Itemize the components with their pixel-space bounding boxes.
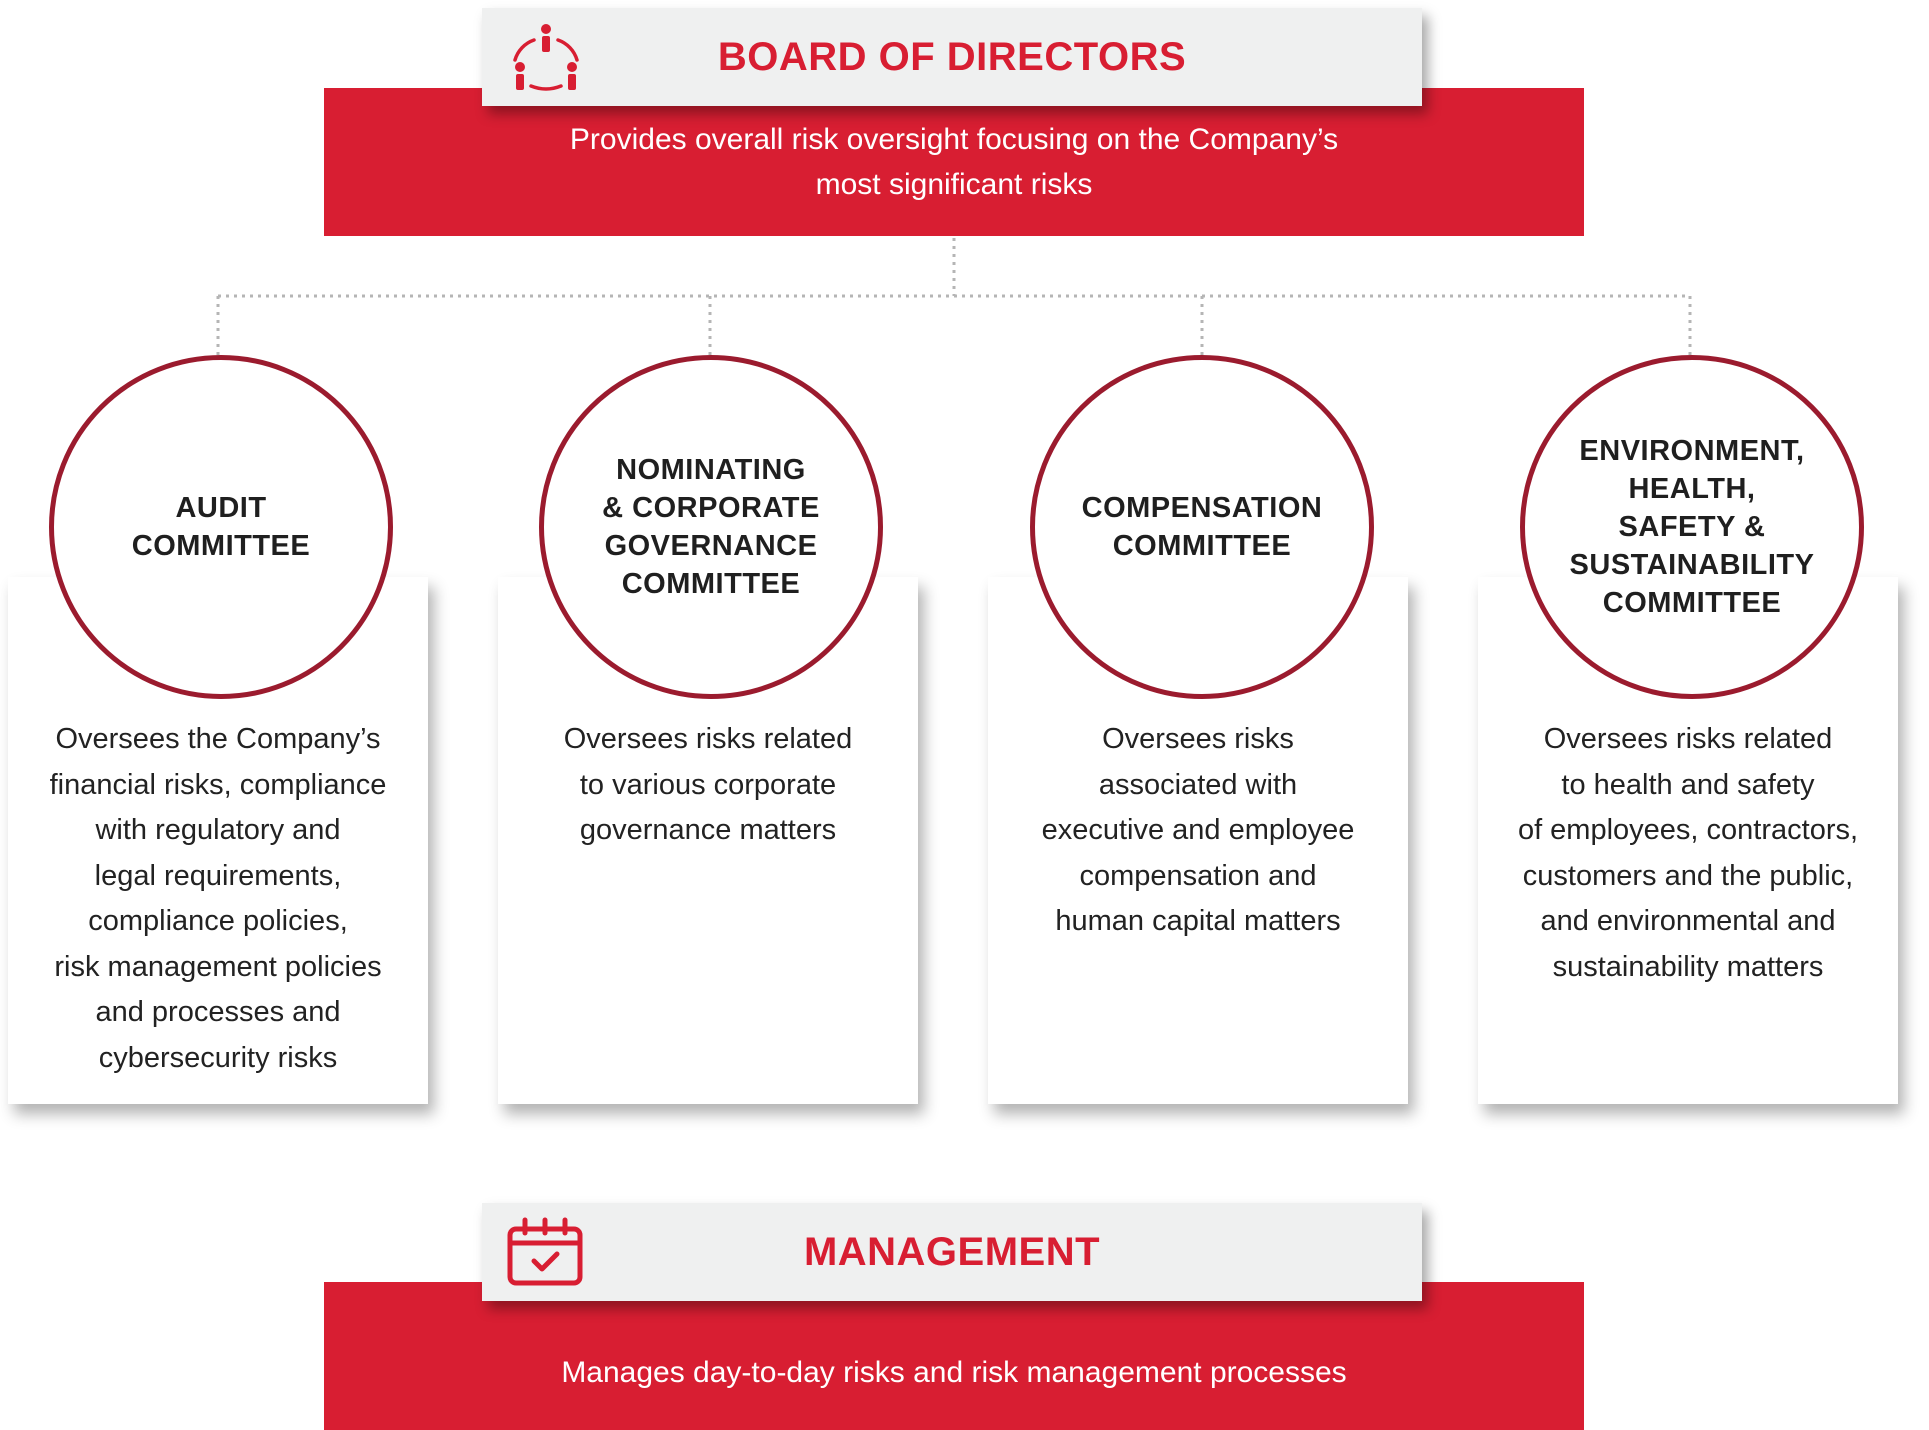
board-description-line-2: most significant risks — [815, 168, 1093, 201]
org-connectors — [0, 0, 1929, 380]
management-description: Manages day-to-day risks and risk management processes — [561, 1356, 1347, 1389]
ehss-committee-title: ENVIRONMENT, HEALTH, SAFETY & SUSTAINABILITY COMMITTEE — [1569, 435, 1815, 619]
ehss-committee-circle — [1520, 355, 1864, 699]
board-title: BOARD OF DIRECTORS — [717, 35, 1187, 79]
ehss-committee-description: Oversees risks related to health and safety of employees, contractors, customers and the public, and environmental and sustainability matters — [1517, 723, 1859, 983]
nominating-committee-title: NOMINATING & CORPORATE GOVERNANCE COMMITTEE — [602, 454, 820, 600]
audit-committee-title: AUDIT COMMITTEE — [131, 492, 311, 562]
compensation-committee-title: COMPENSATION COMMITTEE — [1081, 492, 1323, 562]
audit-committee-description: Oversees the Company’s financial risks, compliance with regulatory and legal requirements, compliance policies, risk management policies and processes and cybersecurity risks — [49, 723, 387, 1074]
audit-committee-circle — [49, 355, 393, 699]
nominating-committee-circle — [539, 355, 883, 699]
nominating-committee-description: Oversees risks related to various corporate governance matters — [563, 723, 853, 846]
compensation-committee-description: Oversees risks associated with executive and employee compensation and human capital matters — [1041, 723, 1355, 937]
management-header — [482, 1203, 1422, 1301]
board-description-line-1: Provides overall risk oversight focusing on the Company’s — [569, 123, 1339, 156]
management-description-band — [324, 1282, 1584, 1430]
management-title: MANAGEMENT — [803, 1230, 1101, 1274]
compensation-committee-circle — [1030, 355, 1374, 699]
